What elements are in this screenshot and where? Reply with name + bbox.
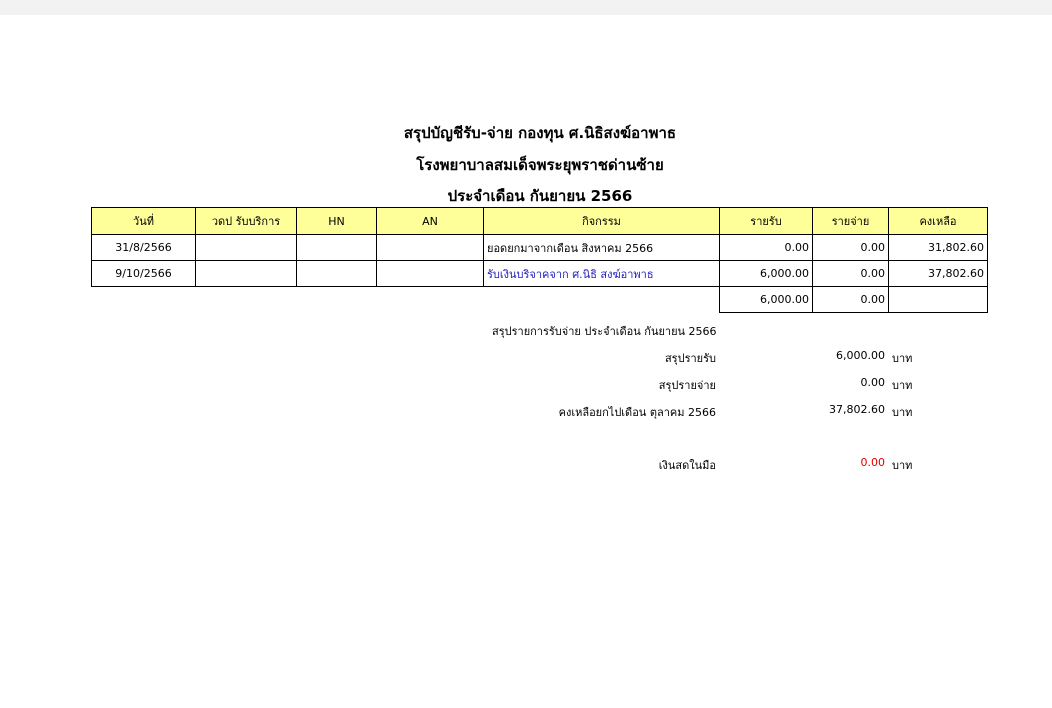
cell-date[interactable]: 31/8/2566 [92, 235, 196, 261]
cell-hn[interactable] [297, 261, 377, 287]
hospital-name: โรงพยาบาลสมเด็จพระยุพราชด่านซ้าย [416, 156, 664, 174]
report-period: ประจำเดือน กันยายน 2566 [447, 187, 633, 205]
cell-income[interactable]: 6,000.00 [720, 261, 813, 287]
summary-expense-unit: บาท [892, 379, 913, 392]
col-header-activity[interactable]: กิจกรรม [484, 208, 720, 235]
cell-hn[interactable] [297, 235, 377, 261]
col-header-an[interactable]: AN [377, 208, 484, 235]
top-toolbar-strip [0, 0, 1052, 15]
total-expense[interactable]: 0.00 [813, 287, 889, 313]
summary-heading: สรุปรายการรับจ่าย ประจำเดือน กันยายน 2566 [492, 325, 717, 338]
summary-income-label: สรุปรายรับ [664, 352, 716, 365]
summary-carryover-value[interactable]: 37,802.60 [829, 403, 885, 416]
summary-expense-label: สรุปรายจ่าย [658, 379, 716, 392]
cell-expense[interactable]: 0.00 [813, 261, 889, 287]
total-balance[interactable] [889, 287, 988, 313]
summary-income-value[interactable]: 6,000.00 [836, 349, 885, 362]
col-header-income[interactable]: รายรับ [720, 208, 813, 235]
col-header-expense[interactable]: รายจ่าย [813, 208, 889, 235]
summary-cash-value[interactable]: 0.00 [860, 456, 885, 469]
summary-income-unit: บาท [892, 352, 913, 365]
summary-cash-label: เงินสดในมือ [658, 459, 716, 472]
summary-cash-unit: บาท [892, 459, 913, 472]
col-header-balance[interactable]: คงเหลือ [889, 208, 988, 235]
cell-an[interactable] [377, 235, 484, 261]
cell-activity[interactable]: รับเงินบริจาคจาก ศ.นิธิ สงฆ์อาพาธ [484, 261, 720, 287]
cell-balance[interactable]: 37,802.60 [889, 261, 988, 287]
summary-carryover-unit: บาท [892, 406, 913, 419]
cell-balance[interactable]: 31,802.60 [889, 235, 988, 261]
total-income[interactable]: 6,000.00 [720, 287, 813, 313]
table-row [92, 235, 988, 261]
summary-carryover-label: คงเหลือยกไปเดือน ตุลาคม 2566 [558, 406, 716, 419]
cell-service-date[interactable] [196, 235, 297, 261]
totals-row [92, 287, 988, 313]
cell-activity[interactable]: ยอดยกมาจากเดือน สิงหาคม 2566 [484, 235, 720, 261]
summary-expense-value[interactable]: 0.00 [860, 376, 885, 389]
cell-date[interactable]: 9/10/2566 [92, 261, 196, 287]
report-title: สรุปบัญชีรับ-จ่าย กองทุน ศ.นิธิสงฆ์อาพาธ [403, 124, 677, 142]
ledger-table [91, 207, 988, 313]
table-row [92, 261, 988, 287]
cell-income[interactable]: 0.00 [720, 235, 813, 261]
col-header-date[interactable]: วันที่ [92, 208, 196, 235]
cell-expense[interactable]: 0.00 [813, 235, 889, 261]
col-header-hn[interactable]: HN [297, 208, 377, 235]
table-header-row [92, 208, 988, 235]
cell-an[interactable] [377, 261, 484, 287]
cell-service-date[interactable] [196, 261, 297, 287]
col-header-service-date[interactable]: วดป รับบริการ [196, 208, 297, 235]
